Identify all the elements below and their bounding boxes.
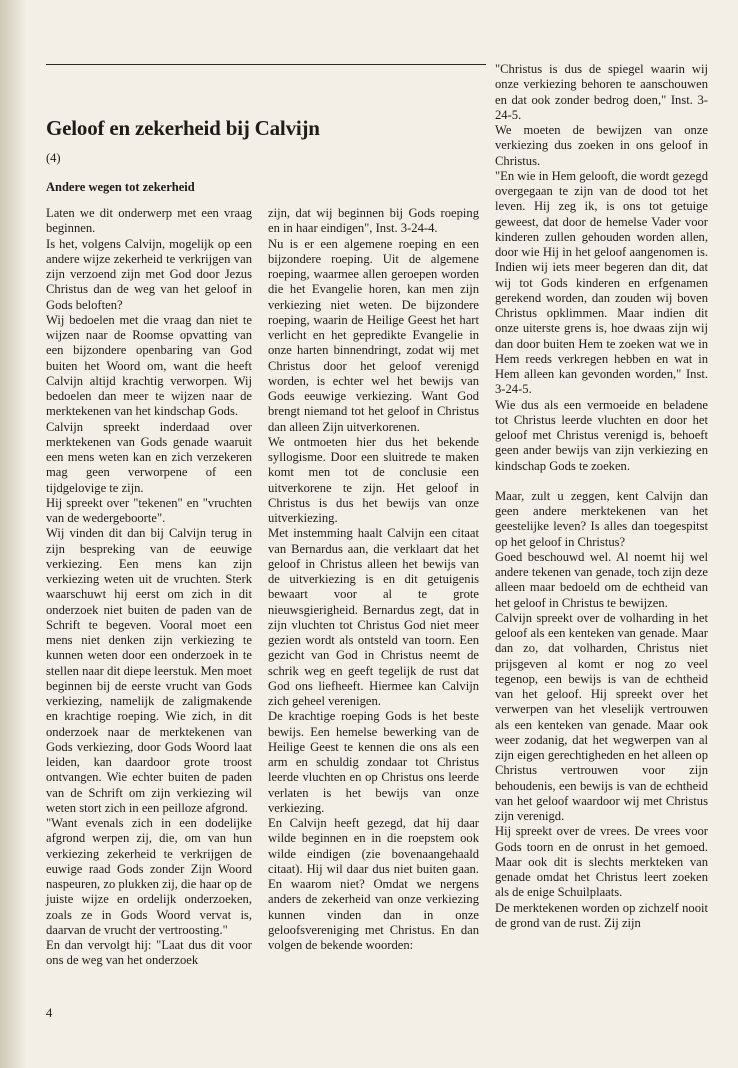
paragraph: Wij vinden dit dan bij Calvijn terug in zijn bespreking van de eeuwige verkiezing. Een mens kan zijn verkiezing weten uit de vruchten. Sterk waarschuwt hij eerst om zich in dit onderzoek niet buiten de paden van de Schrift te begeven. Vooral moet een mens niet denken zijn verkiezing te kunnen weten door een onderzoek in te stellen naar dit diepe leerstuk. Men moet beginnen bij de eerste vrucht van Gods verkiezing, namelijk de zaligmakende en krachtige roeping. Wie zich, in dit onderzoek naar de merktekenen van Gods verkiezing, door Gods Woord laat leiden, kan daardoor grote troost ontvangen. Wie echter buiten de paden van de Schrift om zijn verkiezing wil weten stort zich in een peilloze afgrond. — [46, 526, 252, 815]
paragraph: Laten we dit onderwerp met een vraag beginnen. — [46, 206, 252, 236]
section-subheading: Andere wegen tot zekerheid — [46, 180, 195, 194]
text-column-2 — [268, 206, 479, 953]
paragraph: De krachtige roeping Gods is het beste bewijs. Een hemelse bewerking van de Heilige Geest te kennen die ons als een arm en schuldig zondaar tot Christus leerde vluchten en op Christus ons leerde verlaten is het bewijs van onze verkiezing. — [268, 709, 479, 815]
paragraph: "Christus is dus de spiegel waarin wij onze verkiezing behoren te aanschouwen en dat ook zonder bedrog doen," Inst. 3-24-5. — [495, 62, 708, 122]
paragraph: De merktekenen worden op zichzelf nooit de grond van de rust. Zij zijn — [495, 900, 708, 930]
scan-edge-shadow — [0, 0, 26, 1068]
paragraph: Met instemming haalt Calvijn een citaat van Bernardus aan, die verklaart dat het geloof in Christus alleen het bewijs van de uitverkiezing is en dit getuigenis bewaart voor al te grote nieuwsgierigheid. Bernardus zegt, dat in zijn vluchten tot Christus God niet meer gezien wordt als ontsteld van toorn. Een gezicht van God in Christus neemt de schrik weg en geeft tegelijk de rust dat God ons liefheeft. Hiermee kan Calvijn zich geheel verenigen. — [268, 526, 479, 708]
article-part-number: (4) — [46, 151, 61, 165]
paragraph: Nu is er een algemene roeping en een bijzondere roeping. Uit de algemene roeping, waarmee allen geroepen worden die het Evangelie horen, kan men zijn verkiezing niet weten. De bijzondere roeping, waarin de Heilige Geest het hart verlicht en het gepredikte Evangelie in onze harten binnendringt, zodat wij met Christus door het geloof verenigd worden, is echter wel het bewijs van Gods eeuwige verkiezing. Want God brengt niemand tot het geloof in Christus dan alleen Zijn uitverkorenen. — [268, 236, 479, 434]
paragraph: Goed beschouwd wel. Al noemt hij wel andere tekenen van genade, toch zijn deze alleen maar bedoeld om de echtheid van het geloof in Christus te bewijzen. — [495, 549, 708, 610]
paragraph: Wie dus als een vermoeide en beladene tot Christus leerde vluchten en door het geloof met Christus verenigd is, behoeft geen ander bewijs van zijn verkiezing en kindschap Gods te zoeken. — [495, 397, 708, 473]
paragraph: Hij spreekt over "tekenen" en "vruchten van de wedergeboorte". — [46, 495, 252, 525]
paragraph: Calvijn spreekt over de volharding in het geloof als een kenteken van genade. Maar dan zo, dat volharden, Christus niet prijsgeven al komt er nog zo veel tegenop, een bewijs is van de echtheid van het geloof. Hij spreekt over het verwerpen van het vleselijk vertrouwen als een kenteken van genade. Maar ook weer zodanig, dat het wegwerpen van al zijn eigen gerechtigheden en het alleen op Christus vertrouwen voor zijn behoudenis, een bewijs is van de echtheid van het geloof waardoor wij met Christus zijn verenigd. — [495, 610, 708, 823]
paragraph: We moeten de bewijzen van onze verkiezing dus zoeken in ons geloof in Christus. — [495, 123, 708, 168]
paragraph: Is het, volgens Calvijn, mogelijk op een andere wijze zekerheid te verkrijgen van zijn verzoend zijn met God door Jezus Christus dan de weg van het geloof in Gods beloften? — [46, 236, 252, 312]
paragraph: Maar, zult u zeggen, kent Calvijn dan geen andere merktekenen van het geestelijke leven? Is alles dan toegespitst op het geloof in Christus? — [495, 488, 708, 549]
text-column-1 — [46, 206, 252, 969]
paragraph: "En wie in Hem gelooft, die wordt gezegd overgegaan te zijn van de dood tot het leven. Hij zeg ik, is ons tot getuige geweest, dat door de hemelse Vader voor kinderen zullen gehouden worden allen, door wie Hij in het geloof aangenomen is. Indien wij iets meer begeren dan dit, dat wij tot Gods kinderen en erfgenamen gerekend worden, dan zouden wij boven Christus opklimmen. Maar indien dit onze uiterste grens is, hoe dwaas zijn wij dan door buiten Hem te zoeken wat we in Hem reeds verkregen hebben en wat in Hem alleen kan gevonden worden," Inst. 3-24-5. — [495, 168, 708, 397]
paragraph: Hij spreekt over de vrees. De vrees voor Gods toorn en de onrust in het gemoed. Maar ook dit is slechts merkteken van genade omdat het Christus leert zoeken als de enige Schuilplaats. — [495, 824, 708, 900]
page-number: 4 — [46, 1006, 53, 1020]
paragraph: We ontmoeten hier dus het bekende syllogisme. Door een sluitrede te maken komt men tot de conclusie een uitverkorene te zijn. Het geloof in Christus is dus het bewijs van onze uitverkiezing. — [268, 434, 479, 525]
text-column-3 — [495, 62, 708, 931]
paragraph: En dan vervolgt hij: "Laat dus dit voor ons de weg van het onderzoek — [46, 938, 252, 968]
paragraph: "Want evenals zich in een dodelijke afgrond werpen zij, die, om van hun verkiezing zekerheid te verkrijgen de euwige raad Gods zonder Zijn Woord naspeuren, zo plukken zij, die haar op de juiste wijze en ordelijk onderzoeken, zoals ze in Gods Woord vervat is, daarvan de vrucht der vertroosting." — [46, 816, 252, 937]
paragraph: Calvijn spreekt inderdaad over merktekenen van Gods genade waaruit een mens weten kan en zich verzekeren mag geen verworpene of een tijdgelovige te zijn. — [46, 419, 252, 495]
paragraph: En Calvijn heeft gezegd, dat hij daar wilde beginnen en in die roepstem ook wilde eindigen (zie bovenaangehaald citaat). Hij wil daar dus niet buiten gaan. En waarom niet? Omdat we nergens anders de zekerheid van onze verkiezing kunnen vinden dan in onze geloofsvereniging met Christus. En dan volgen de bekende woorden: — [268, 816, 479, 952]
article-title: Geloof en zekerheid bij Calvijn — [46, 116, 320, 140]
header-rule — [46, 64, 486, 65]
paragraph: Wij bedoelen met die vraag dan niet te wijzen naar de Roomse opvatting van een bijzondere openbaring van God buiten het Woord om, want die heeft Calvijn altijd krachtig verworpen. Wij bedoelen dan meer te wijzen naar de merktekenen van het kindschap Gods. — [46, 312, 252, 419]
paragraph: zijn, dat wij beginnen bij Gods roeping en in haar eindigen", Inst. 3-24-4. — [268, 206, 479, 236]
